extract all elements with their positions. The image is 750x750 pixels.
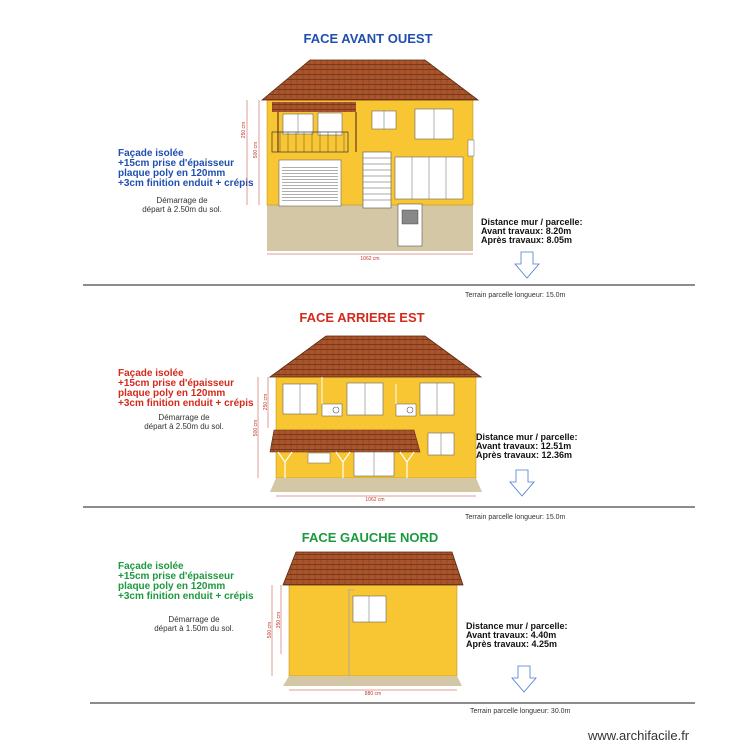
height-dim-label: 500 cm bbox=[267, 621, 273, 639]
height-dim-label: 500 cm bbox=[253, 419, 259, 437]
window bbox=[308, 453, 330, 463]
section-title-nord: FACE GAUCHE NORD bbox=[301, 530, 439, 545]
distance-line: Distance mur / parcelle: bbox=[481, 217, 583, 227]
house-elevation-ouest bbox=[247, 60, 478, 254]
distance-line: Avant travaux: 4.40m bbox=[466, 630, 557, 640]
base-plinth bbox=[270, 478, 482, 492]
distance-line: Après travaux: 12.36m bbox=[476, 450, 573, 460]
note-line: +3cm finition enduit + crépis bbox=[118, 178, 254, 189]
main-roof bbox=[283, 552, 463, 585]
start-line: départ à 1.50m du sol. bbox=[154, 624, 234, 633]
exterior-stair bbox=[363, 152, 391, 208]
watermark: www.archifacile.fr bbox=[588, 728, 690, 743]
note-line: plaque poly en 120mm bbox=[118, 388, 226, 399]
main-roof bbox=[270, 336, 481, 377]
width-dim-label-nord: 880 cm bbox=[364, 691, 382, 697]
note-line: +15cm prise d'épaisseur bbox=[118, 378, 235, 389]
note-line: Façade isolée bbox=[118, 148, 184, 159]
window bbox=[353, 596, 386, 622]
main-roof bbox=[262, 60, 478, 100]
distance-line: Avant travaux: 12.51m bbox=[476, 441, 572, 451]
start-line: départ à 2.50m du sol. bbox=[142, 205, 222, 214]
section-title-ouest: FACE AVANT OUEST bbox=[303, 31, 433, 46]
distance-line: Après travaux: 8.05m bbox=[481, 235, 573, 245]
note-line: +3cm finition enduit + crépis bbox=[118, 591, 254, 602]
start-line: départ à 2.50m du sol. bbox=[144, 422, 224, 431]
terrain-label-ouest: Terrain parcelle longueur: 15.0m bbox=[465, 292, 566, 299]
start-line: Démarrage de bbox=[158, 413, 210, 422]
distance-line: Après travaux: 4.25m bbox=[466, 639, 558, 649]
width-dim-label-ouest: 1062 cm bbox=[360, 256, 380, 262]
note-line: Façade isolée bbox=[118, 561, 184, 572]
base-plinth bbox=[267, 205, 473, 251]
terrain-label-est: Terrain parcelle longueur: 15.0m bbox=[465, 514, 566, 521]
note-line: +15cm prise d'épaisseur bbox=[118, 571, 235, 582]
note-line: +15cm prise d'épaisseur bbox=[118, 158, 235, 169]
height-dim-label: 250 cm bbox=[241, 121, 247, 139]
height-dim-label: 500 cm bbox=[253, 141, 259, 159]
house-elevation-nord bbox=[272, 552, 463, 690]
width-dim-label-est: 1062 cm bbox=[365, 497, 385, 503]
note-line: Façade isolée bbox=[118, 368, 184, 379]
note-line: plaque poly en 120mm bbox=[118, 168, 226, 179]
veranda-roof bbox=[270, 430, 420, 452]
section-title-est: FACE ARRIERE EST bbox=[299, 310, 425, 325]
arrow-down-icon bbox=[510, 470, 534, 496]
arrow-down-icon bbox=[515, 252, 539, 278]
distance-line: Avant travaux: 8.20m bbox=[481, 226, 572, 236]
height-dim-label: 250 cm bbox=[263, 393, 269, 411]
terrain-label-nord: Terrain parcelle longueur: 30.0m bbox=[470, 708, 571, 715]
start-line: Démarrage de bbox=[156, 196, 208, 205]
start-line: Démarrage de bbox=[168, 615, 220, 624]
height-dim-label: 350 cm bbox=[276, 611, 282, 629]
distance-line: Distance mur / parcelle: bbox=[466, 621, 568, 631]
note-line: +3cm finition enduit + crépis bbox=[118, 398, 254, 409]
canopy-roof bbox=[272, 102, 356, 112]
house-elevation-est bbox=[258, 336, 482, 496]
distance-line: Distance mur / parcelle: bbox=[476, 432, 578, 442]
note-line: plaque poly en 120mm bbox=[118, 581, 226, 592]
base-plinth bbox=[283, 676, 462, 686]
arrow-down-icon bbox=[512, 666, 536, 692]
